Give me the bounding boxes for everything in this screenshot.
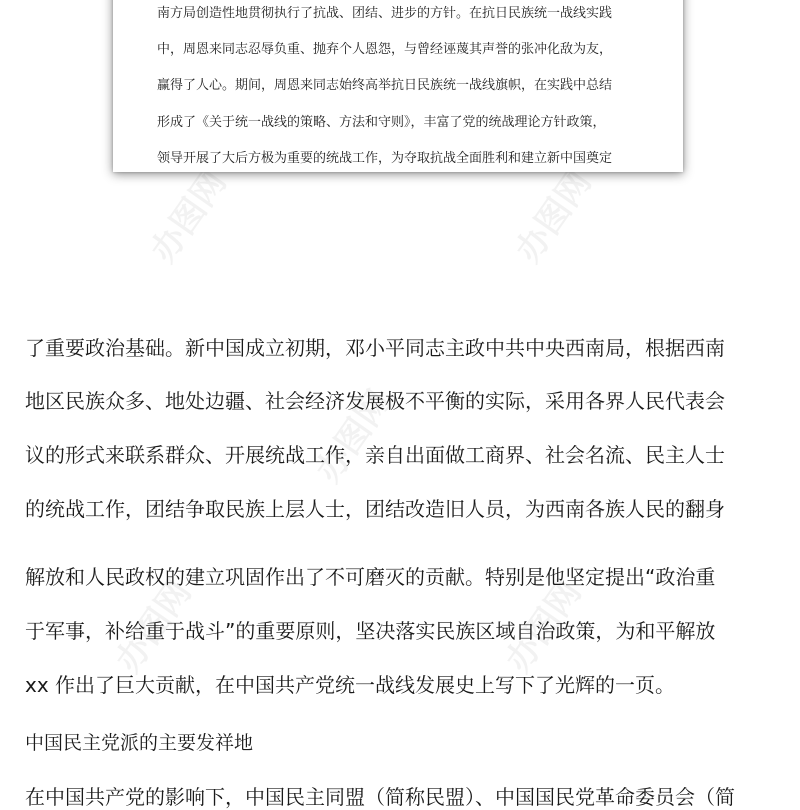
watermark: 办图网 (108, 573, 200, 680)
card-line: 领导开展了大后方极为重要的统战工作，为夺取抗战全面胜利和建立新中国奠定 (157, 151, 613, 166)
body-line: xx 作出了巨大贡献，在中国共产党统一战线发展史上写下了光辉的一页。 (25, 673, 676, 697)
card-line: 中，周恩来同志忍辱负重、抛弃个人恩怨，与曾经诬蔑其声誉的张冲化敌为友， (157, 42, 613, 57)
card-line: 形成了《关于统一战线的策略、方法和守则》，丰富了党的统战理论方针政策， (157, 115, 606, 130)
card-line: 赢得了人心。期间，周恩来同志始终高举抗日民族统一战线旗帜，在实践中总结 (157, 78, 613, 93)
watermark: 办图网 (508, 163, 600, 270)
body-line: 地区民族众多、地处边疆、社会经济发展极不平衡的实际，采用各界人民代表会 (25, 389, 725, 413)
section-heading: 中国民主党派的主要发祥地 (25, 732, 254, 754)
body-line: 解放和人民政权的建立巩固作出了不可磨灭的贡献。特别是他坚定提出“政治重 (25, 565, 716, 589)
watermark: 办图网 (308, 383, 400, 490)
watermark: 办图网 (498, 573, 590, 680)
card-line: 南方局创造性地贯彻执行了抗战、团结、进步的方针。在抗日民族统一战线实践 (157, 6, 613, 21)
watermark: 办图网 (143, 163, 235, 270)
body-line-partial: 在中国共产党的影响下，中国民主同盟（简称民盟）、中国国民党革命委员会（简 (25, 785, 735, 809)
body-line: 议的形式来联系群众、开展统战工作，亲自出面做工商界、社会名流、民主人士 (25, 443, 725, 467)
body-line: 的统战工作，团结争取民族上层人士，团结改造旧人员，为西南各族人民的翻身 (25, 497, 725, 521)
body-line: 了重要政治基础。新中国成立初期，邓小平同志主政中共中央西南局，根据西南 (25, 336, 725, 360)
body-line: 于军事，补给重于战斗”的重要原则，坚决落实民族区域自治政策，为和平解放 (25, 619, 716, 643)
